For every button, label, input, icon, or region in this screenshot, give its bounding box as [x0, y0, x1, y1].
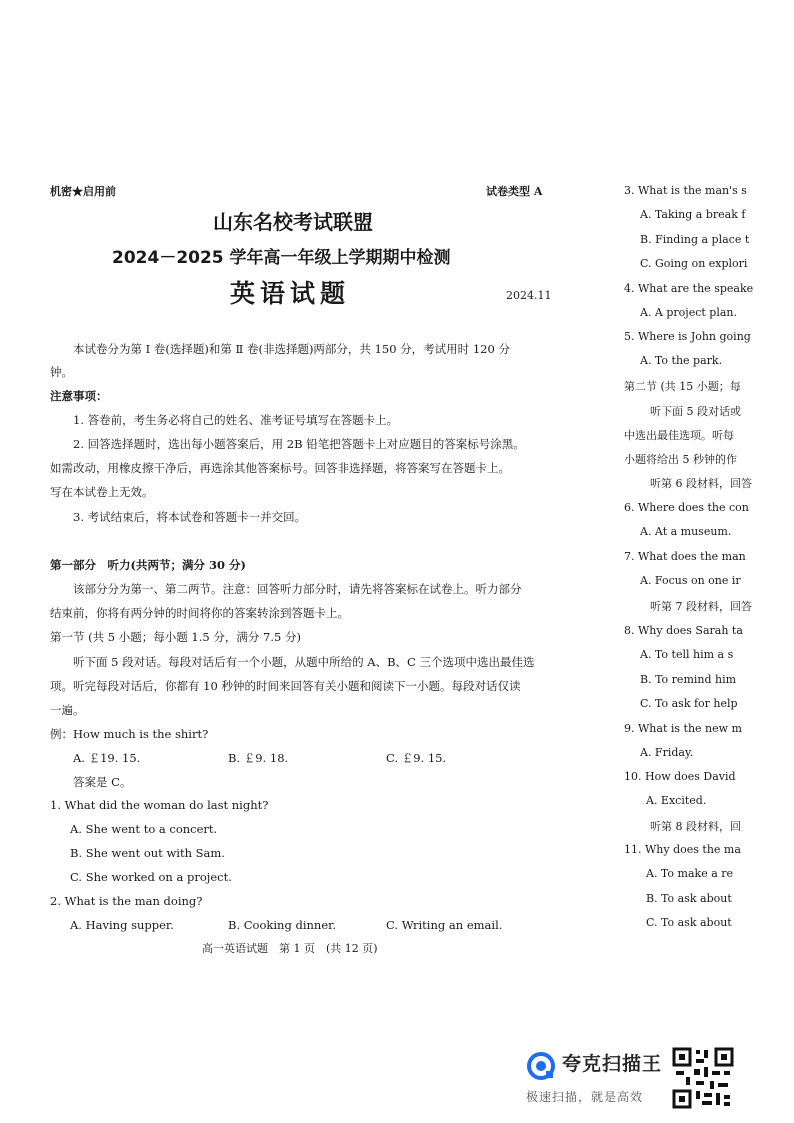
note-item: 1. 答卷前，考生务必将自己的姓名、准考证号填写在答题卡上。: [73, 413, 399, 427]
option: C. She worked on a project.: [70, 870, 232, 884]
notes-title: 注意事项：: [50, 389, 108, 403]
option: A. Excited.: [646, 794, 707, 807]
question: 5. Where is John going: [624, 330, 751, 343]
section-title: 第二节 (共 15 小题；每: [624, 380, 741, 393]
option: B. She went out with Sam.: [70, 846, 225, 860]
question: 8. Why does Sarah ta: [624, 624, 743, 637]
question: 7. What does the man: [624, 550, 746, 563]
scanner-slogan: 极速扫描，就是高效: [526, 1090, 644, 1104]
part-title: 第一部分 听力(共两节；满分 30 分): [50, 558, 246, 572]
intro-line: 钟。: [50, 365, 73, 379]
section-desc: 一遍。: [50, 703, 85, 717]
question: 3. What is the man's s: [624, 184, 747, 197]
option: A. To the park.: [640, 354, 723, 367]
option: B. Finding a place t: [640, 233, 750, 246]
scanner-logo-icon: [526, 1051, 556, 1081]
note-item: 写在本试卷上无效。: [50, 485, 154, 499]
option: A. Having supper.: [70, 918, 174, 932]
example-answer: 答案是 C。: [73, 775, 132, 789]
option: C. To ask about: [646, 916, 732, 929]
question: 4. What are the speake: [624, 282, 754, 295]
example-option: B. ￡9. 18.: [228, 751, 289, 765]
org-title: 山东名校考试联盟: [213, 210, 373, 234]
next-page-column: [620, 0, 794, 960]
intro-line: 本试卷分为第 Ⅰ 卷(选择题)和第 Ⅱ 卷(非选择题)两部分，共 150 分，考试用时 120 分: [73, 342, 510, 356]
part-desc: 该部分分为第一、第二两节。注意：回答听力部分时，请先将答案标在试卷上。听力部分: [73, 582, 522, 596]
option: A. Taking a break f: [640, 208, 746, 221]
material-label: 听第 6 段材料，回答: [650, 477, 752, 490]
question: 10. How does David: [624, 770, 736, 783]
page-footer: 高一英语试题 第 1 页 (共 12 页): [202, 942, 378, 955]
subject-title: 英语试题: [230, 279, 351, 308]
example-option: C. ￡9. 15.: [386, 751, 447, 765]
note-item: 如需改动，用橡皮擦干净后，再选涂其他答案标号。回答非选择题，将答案写在答题卡上。: [50, 461, 510, 475]
material-label: 听第 8 段材料，回: [650, 820, 741, 833]
section-desc: 项。听完每段对话后，你都有 10 秒钟的时间来回答有关小题和阅读下一小题。每段对话仅读: [50, 679, 521, 693]
qr-code-icon: [672, 1047, 734, 1109]
section-desc: 小题将给出 5 秒钟的作: [624, 453, 737, 466]
option: B. To ask about: [646, 892, 732, 905]
question: 2. What is the man doing?: [50, 894, 203, 908]
section-desc: 中选出最佳选项。听每: [624, 429, 734, 442]
section-desc: 听下面 5 段对话或: [650, 405, 741, 418]
exam-date: 2024.11: [506, 289, 552, 302]
paper-type: 试卷类型 A: [486, 185, 543, 198]
option: A. To tell him a s: [640, 648, 734, 661]
exam-title: 2024－2025 学年高一年级上学期期中检测: [112, 248, 451, 268]
section-title: 第一节 (共 5 小题；每小题 1.5 分，满分 7.5 分): [50, 630, 301, 644]
option: A. Friday.: [640, 746, 694, 759]
option: B. Cooking dinner.: [228, 918, 337, 932]
section-desc: 听下面 5 段对话。每段对话后有一个小题，从题中所给的 A、B、C 三个选项中选出最佳选: [73, 655, 535, 669]
example-option: A. ￡19. 15.: [73, 751, 141, 765]
option: A. She went to a concert.: [70, 822, 218, 836]
question: 11. Why does the ma: [624, 843, 741, 856]
option: A. A project plan.: [640, 306, 737, 319]
confidential-mark: 机密★启用前: [50, 185, 116, 198]
option: A. Focus on one ir: [640, 574, 741, 587]
option: B. To remind him: [640, 673, 737, 686]
scanner-watermark: [520, 1043, 740, 1113]
material-label: 听第 7 段材料，回答: [650, 600, 752, 613]
question: 9. What is the new m: [624, 722, 742, 735]
question: 6. Where does the con: [624, 501, 749, 514]
part-desc: 结束前，你将有两分钟的时间将你的答案转涂到答题卡上。: [50, 606, 349, 620]
option: C. Writing an email.: [386, 918, 503, 932]
option: C. Going on explori: [640, 257, 748, 270]
note-item: 3. 考试结束后，将本试卷和答题卡一并交回。: [73, 510, 307, 524]
example-question: 例：How much is the shirt?: [50, 727, 209, 741]
option: A. To make a re: [646, 867, 734, 880]
note-item: 2. 回答选择题时，选出每小题答案后，用 2B 铅笔把答题卡上对应题目的答案标号涂黑。: [73, 437, 525, 451]
option: A. At a museum.: [640, 525, 732, 538]
question: 1. What did the woman do last night?: [50, 798, 269, 812]
option: C. To ask for help: [640, 697, 738, 710]
scanner-brand: 夸克扫描王: [562, 1053, 663, 1075]
